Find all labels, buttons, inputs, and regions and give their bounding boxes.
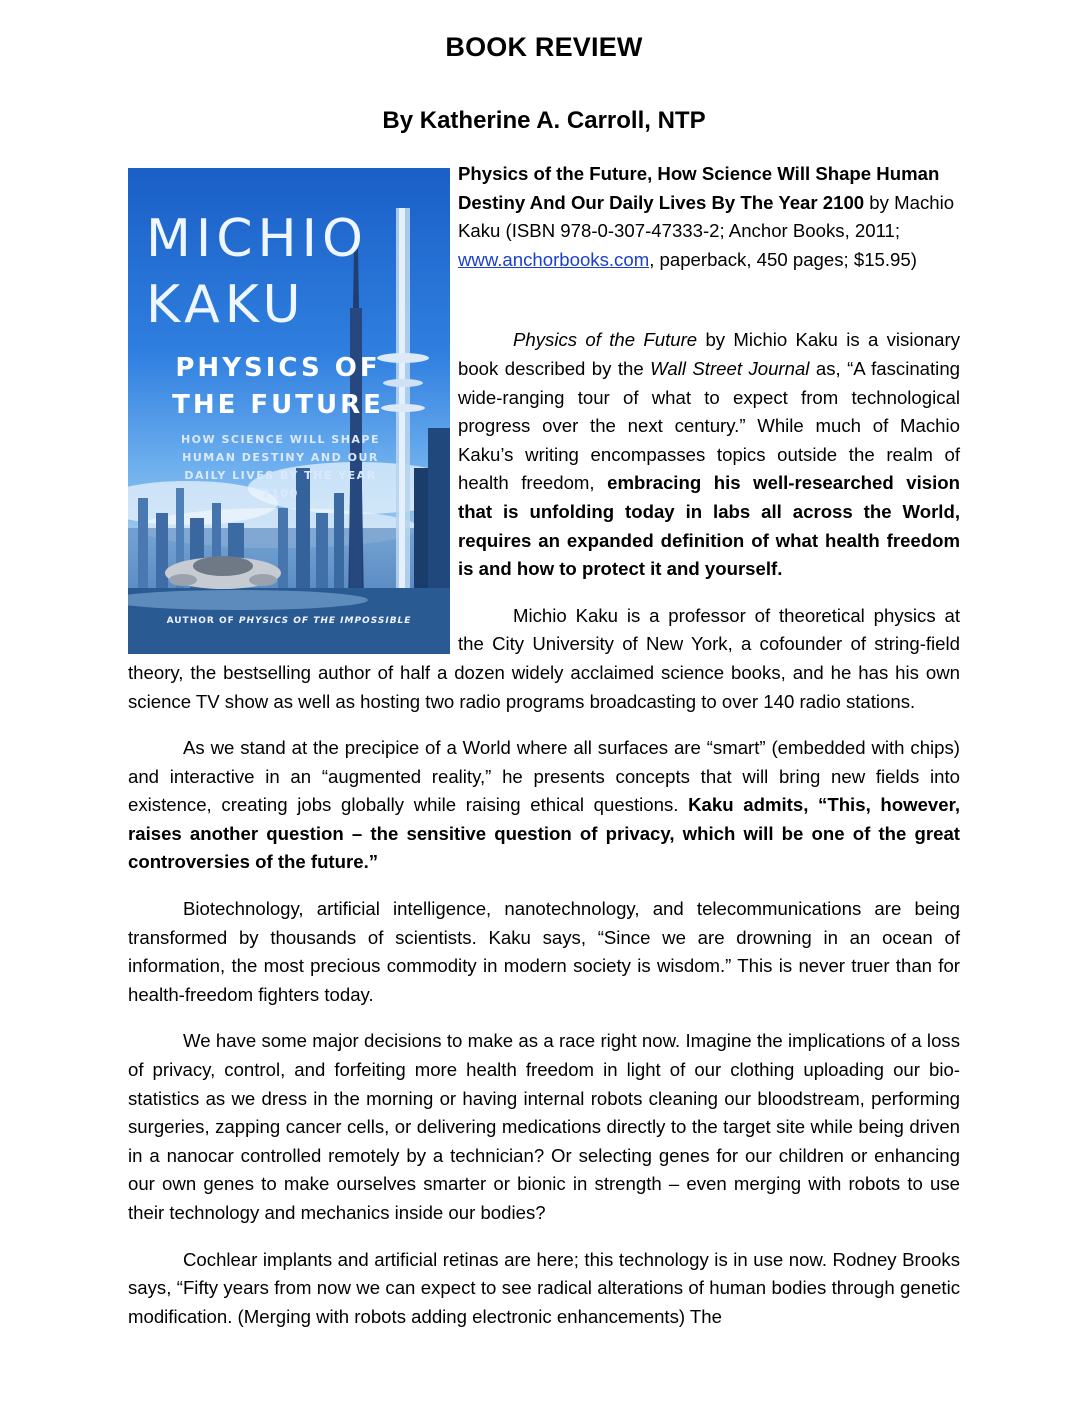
citation-rest: , paperback, 450 pages; $15.95)	[649, 248, 917, 270]
cover-title-line-1: PHYSICS OF	[175, 353, 381, 383]
publisher-link[interactable]: www.anchorbooks.com	[458, 248, 650, 270]
byline: By Katherine A. Carroll, NTP	[382, 107, 706, 134]
p1-text-a: by Michio Kaku is a visionary book described by the	[458, 329, 960, 379]
paragraph-2: Michio Kaku is a professor of theoretical physics at the City University of New York, a cofounder of string-field theory, the bestselling author of half a dozen widely acclaimed science books, and he has his own science TV show as well as hosting two radio programs broadcasting to over 140 radio stations.	[128, 604, 960, 712]
book-cover-image	[128, 168, 450, 654]
p1-wsj: Wall Street Journal	[650, 357, 810, 379]
p1-text-b: as, “A fascinating wide-ranging tour of what to expect from technological progress over the next century.” While much of Machio Kaku’s writing encompasses topics outside the realm of health freedom,	[458, 357, 960, 494]
cover-title	[128, 350, 428, 424]
cover-footer-prefix: AUTHOR OF	[166, 616, 239, 627]
cover-author: MICHIO KAKU	[146, 209, 368, 335]
cover-footer-title: PHYSICS OF THE IMPOSSIBLE	[238, 616, 412, 627]
paragraph-3	[128, 734, 960, 877]
cover-title-line-2: THE FUTURE	[172, 390, 384, 420]
cover-footer	[128, 607, 450, 636]
p3-text: As we stand at the precipice of a World where all surfaces are “smart” (embedded with chips) and interactive in an “augmented reality,” he presents concepts that will bring new fields into existence, creating jobs globally while raising ethical questions.	[128, 737, 960, 816]
p1-book-title: Physics of the Future	[513, 329, 698, 351]
paragraph-6: Cochlear implants and artificial retinas are here; this technology is in use now. Rodney Brooks says, “Fifty years from now we can expect to see radical alterations of human bodies through genetic modification. (Merging with robots adding electronic enhancements) The	[128, 1248, 960, 1327]
article-body	[128, 160, 960, 1349]
paragraph-5: We have some major decisions to make as a race right now. Imagine the implications of a loss of privacy, control, and forfeiting more health freedom in light of our clothing uploading our bio-statistics as we dress in the morning or having internal robots cleaning our bloodstream, performing surgeries, zapping cancer cells, or delivering medications directly to the target site while being driven in a nanocar controlled remotely by a technician? Or selecting genes for our children or enhancing our own genes to make ourselves smarter or bionic in strength – even merging with robots to use their technology and mechanics inside our bodies?	[128, 1030, 960, 1223]
p1-bold: embracing his well-researched vision that is unfolding today in labs all across the World, requires an expanded definition of what health freedom is and how to protect it and yourself.	[458, 472, 961, 580]
paragraph-4: Biotechnology, artificial intelligence, nanotechnology, and telecommunications are being transformed by thousands of scientists. Kaku says, “Since we are drowning in an ocean of information, the most precious commodity in modern society is wisdom.” This is never truer than for health-freedom fighters today.	[128, 898, 960, 1005]
cover-subtitle: HOW SCIENCE WILL SHAPE HUMAN DESTINY AND OUR DAILY LIVES BY THE YEAR 2100	[180, 433, 381, 500]
page-title: BOOK REVIEW	[445, 32, 643, 62]
p3-bold-quote: Kaku admits, “This, however, raises another question – the sensitive question of privacy, which will be one of the great controversies of the future.”	[128, 794, 960, 873]
citation-details: by Machio Kaku (ISBN 978-0-307-47333-2; Anchor Books, 2011;	[458, 191, 955, 242]
citation-book-title: Physics of the Future, How Science Will Shape Human Destiny And Our Daily Lives By The Year 2100	[458, 163, 940, 213]
